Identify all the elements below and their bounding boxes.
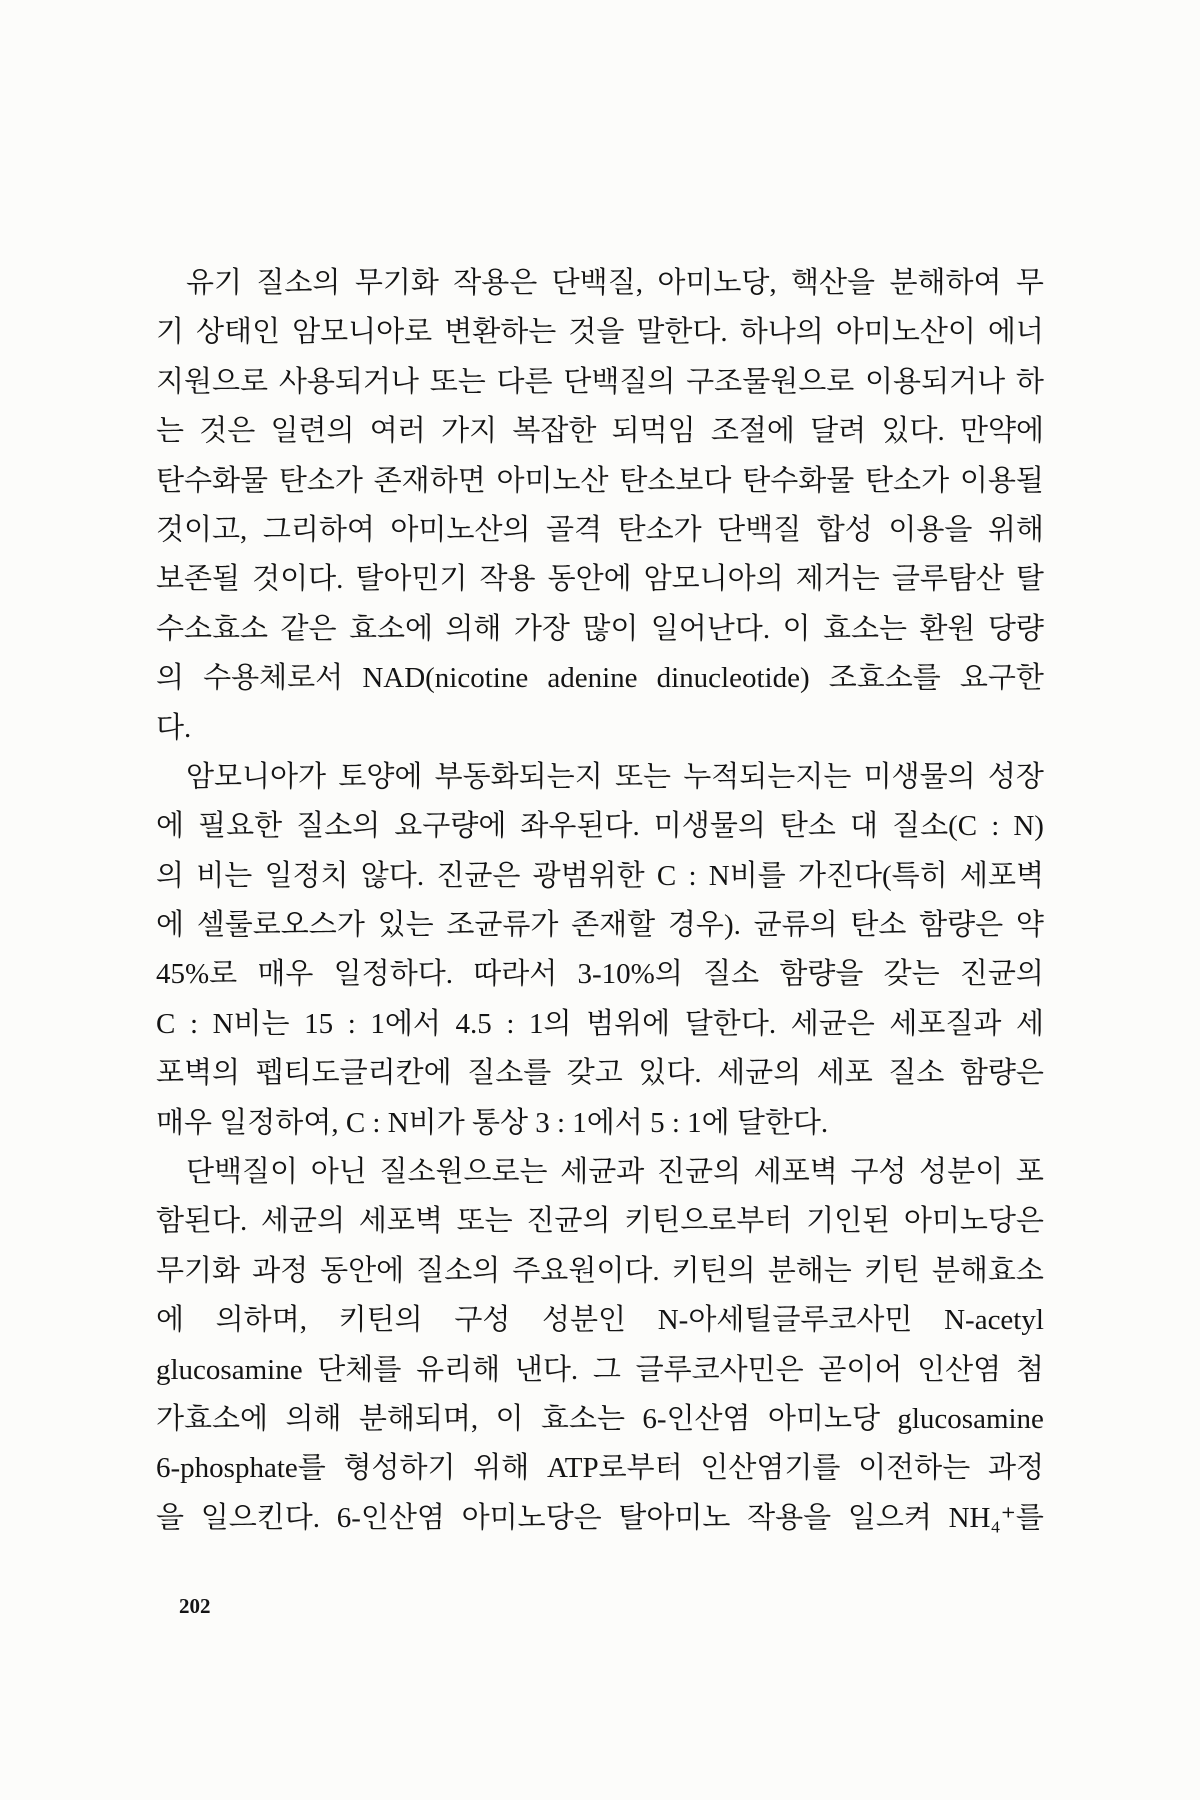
word: C [656,859,677,892]
word: : [347,1007,356,1040]
word: 6-인산염 [642,1402,751,1435]
page-number: 202 [179,1594,211,1618]
word: N) [1013,810,1044,843]
word: 가장 [513,612,570,645]
word: 되먹임 [611,415,696,448]
word: 이 [782,612,811,645]
word: 진균의 [526,1205,611,1238]
text-line [156,1197,1044,1246]
word: 성장 [987,760,1044,793]
word: glucosamine [897,1402,1044,1435]
word: 경우). [667,909,741,942]
body-text [156,259,1044,1543]
word: 것을 [568,316,625,349]
paragraph [156,753,1044,1148]
word: 위해 [987,513,1044,546]
word: 비는 [196,859,253,892]
word: 셀룰로오스가 [196,909,365,942]
word: 또는 [456,1205,513,1238]
word: 질소 [888,1057,945,1090]
word: 세포 [816,1057,873,1090]
word: 일정치 [264,859,349,892]
word: 세포벽 [959,859,1044,892]
word: 당량 [987,612,1044,645]
word: 핵산을 [791,267,876,299]
word: 의 [156,662,185,695]
word: 세포벽 [358,1205,443,1238]
word: : [991,810,1000,843]
word: 아미노당, [657,267,777,299]
word: 인산염 [917,1353,1002,1386]
word: 1에서 [370,1007,441,1040]
text-line [156,1494,1044,1543]
word: 같은 [280,612,337,645]
word: 복잡한 [512,415,597,448]
word: N-아세틸글루코사민 [657,1304,913,1337]
word: 분해하여 [889,267,1002,299]
word: 이전하는 [858,1452,971,1485]
word: 주요원이다. [512,1254,660,1287]
word: 15 [304,1007,334,1040]
word: 균류의 [753,909,838,942]
word: 의 [156,859,185,892]
word: 것은 [199,415,256,448]
word: 여러 [369,415,426,448]
text-line [156,654,1044,703]
word: 탄소가 [617,513,702,546]
text-line: 매우 일정하여, C : N비가 통상 3 : 1에서 5 : 1에 달한다. [156,1106,829,1139]
word: 탄소 [779,810,836,843]
word: NH₄⁺를 [948,1501,1044,1534]
word: 낸다. [514,1353,579,1386]
word: 효소는 [540,1402,625,1435]
word: 질소 [703,958,760,991]
word: 함된다. [156,1205,248,1238]
word: 에너 [987,316,1044,349]
word: 수용체로서 [203,662,344,695]
word: 무기화 [354,267,439,299]
text-line: 다. [156,711,192,744]
word: 키틴의 [671,1254,756,1287]
word: 좌우된다. [520,810,640,843]
word: 글루코사민은 [635,1353,804,1386]
word: 질소원으로는 [379,1156,548,1189]
word: 구성 [850,1156,907,1189]
word: glucosamine [156,1353,303,1386]
word: 있다. [881,415,945,448]
word: 요구한 [959,662,1044,695]
word: 또는 [429,365,486,398]
text-line [156,259,1044,308]
word: 세균의 [717,1057,802,1090]
text-line [156,901,1044,950]
word: 포 [1015,1156,1044,1189]
word: 질소(C [892,810,978,843]
word: 진균은 [436,859,521,892]
word: 가진다(특히 [797,859,948,892]
word: 는 [156,415,185,448]
word: 유기 [186,267,243,299]
word: 아미노당 [767,1402,880,1435]
word: 45%로 [156,958,238,991]
word: 효소에 [348,612,433,645]
word: 단백질, [551,267,643,299]
word: 광범위한 [532,859,645,892]
word: 있는 [377,909,434,942]
word: 유리해 [416,1353,501,1386]
word: 분해는 [767,1254,852,1287]
word: 에 [156,1304,185,1337]
word: 세균의 [261,1205,346,1238]
word: 에 [156,810,185,843]
word: 4.5 [455,1007,492,1040]
word: 이용을 [888,513,973,546]
word: 암모니아가 [186,760,327,793]
word: N비는 [212,1007,290,1040]
word: 구성 [454,1304,511,1337]
word: 따라서 [473,958,558,991]
word: 갖는 [883,958,940,991]
word: 사용되거나 [278,365,419,398]
word: 성분인 [542,1304,627,1337]
word: 가효소에 [156,1402,269,1435]
word: 탄수화물 [156,464,269,497]
word: 미생물의 [653,810,766,843]
word: 만약에 [959,415,1044,448]
word: : [189,1007,198,1040]
word: 질소를 [467,1057,552,1090]
word: 또는 [614,760,671,793]
word: 이용되거나 [865,365,1006,398]
text-line [156,753,1044,802]
word: 암모니아의 [643,563,784,596]
text-line [156,308,1044,357]
word: 것이다. [252,563,344,596]
word: 암모니아로 [292,316,433,349]
word: 단체를 [317,1353,402,1386]
word: 진균의 [959,958,1044,991]
word: 인산염기를 [700,1452,841,1485]
word: 조절에 [710,415,795,448]
word: 일으킨다. [200,1501,321,1534]
word: 질소의 [416,1254,501,1287]
word: 아미노산의 [390,513,531,546]
word: 합성 [816,513,873,546]
word: 무 [1015,267,1044,299]
word: N비를 [708,859,786,892]
text-line [156,457,1044,506]
word: 일정하다. [333,958,453,991]
word: 지원으로 [156,365,269,398]
word: 요구량에 [394,810,507,843]
word: 성분이 [919,1156,1004,1189]
word: 상태인 [196,316,281,349]
word: 형성하기 [343,1452,456,1485]
word: C [156,1007,176,1040]
word: N-acetyl [944,1304,1044,1337]
word: 미생물의 [863,760,976,793]
word: 함량을 [779,958,864,991]
word: 일어난다. [650,612,771,645]
word: 대 [850,810,879,843]
word: 일으켜 [847,1501,932,1534]
word: 단백질 [717,513,802,546]
word: 함량은 [919,909,1004,942]
word: 3-10%의 [577,958,683,991]
word: 구조물원으로 [686,365,855,398]
word: 질소의 [296,810,381,843]
text-line [156,1346,1044,1395]
word: NAD(nicotine [362,662,529,695]
word: 토양에 [338,760,423,793]
word: dinucleotide) [656,662,810,695]
word: 을 [156,1501,185,1534]
word: 아미노산 [496,464,609,497]
word: 하나의 [739,316,824,349]
word: 것이고, [156,513,248,546]
word: 동안에 [547,563,632,596]
word: 하 [1015,365,1044,398]
word: 키틴 [863,1254,920,1287]
word: 의하며, [215,1304,307,1337]
word: 약 [1015,909,1044,942]
word: : [506,1007,515,1040]
word: adenine [547,662,638,695]
word: 가지 [441,415,498,448]
word: 아미노산이 [835,316,976,349]
word: 탈 [1015,563,1044,596]
word: 무기화 [156,1254,241,1287]
text-line [156,1444,1044,1493]
word: 범위에 [586,1007,671,1040]
text-line [156,1247,1044,1296]
word: 펩티도글리칸에 [255,1057,452,1090]
word: 세포질과 [889,1007,1002,1040]
word: 누적되는지는 [683,760,852,793]
word: 과정 [987,1452,1044,1485]
word: 동안에 [320,1254,405,1287]
word: 의해 [285,1402,342,1435]
word: 않다. [360,859,425,892]
word: 있다. [638,1057,702,1090]
word: ATP로부터 [547,1452,683,1485]
word: 골격 [546,513,603,546]
word: 키틴의 [338,1304,423,1337]
word: 분해효소 [931,1254,1044,1287]
word: 기 [156,316,185,349]
word: 분해되며, [358,1402,479,1435]
word: 6-인산염 [336,1501,445,1534]
word: 갖고 [566,1057,623,1090]
text-line [156,358,1044,407]
text-line [156,605,1044,654]
word: 조균류가 [446,909,559,942]
text-line [156,950,1044,999]
word: 기인된 [806,1205,891,1238]
word: 달한다. [684,1007,777,1040]
text-line [156,852,1044,901]
text-line [156,555,1044,604]
word: 질소의 [256,267,341,299]
word: 그 [592,1353,621,1386]
text-line [156,506,1044,555]
word: 아미노당은 [461,1501,602,1534]
text-line [156,1296,1044,1345]
word: 부동화되는지 [434,760,603,793]
word: 글루탐산 [891,563,1004,596]
word: 말한다. [636,316,728,349]
word: 첨 [1015,1353,1044,1386]
word: 매우 [257,958,314,991]
text-line [156,802,1044,851]
word: 포벽의 [156,1057,241,1090]
word: 존재하면 [373,464,486,497]
word: 탄소가 [278,464,363,497]
word: 단백질이 [186,1156,299,1189]
word: 탄소 [850,909,907,942]
text-line [156,1049,1044,1098]
text-line [156,1148,1044,1197]
word: 함량은 [959,1057,1044,1090]
word: 수소효소 [156,612,269,645]
word: 의해 [445,612,502,645]
paragraph [156,259,1044,753]
word: 탄소보다 [619,464,732,497]
word: 제거는 [795,563,880,596]
word: 과정 [252,1254,309,1287]
word: 진균의 [656,1156,742,1189]
word: 변환하는 [444,316,557,349]
word: 탈아민기 [355,563,468,596]
word: 작용은 [453,267,538,299]
word: 조효소를 [828,662,941,695]
word: 세 [1015,1007,1044,1040]
word: 환원 [919,612,976,645]
text-line [156,1000,1044,1049]
word: 세균은 [790,1007,875,1040]
word: 일련의 [270,415,355,448]
word: 이용될 [959,464,1044,497]
word: 탄수화물 [742,464,855,497]
word: 달려 [810,415,867,448]
word: 탈아미노 [618,1501,731,1534]
text-line [156,407,1044,456]
word: 곧이어 [818,1353,903,1386]
word: 다른 [496,365,553,398]
word: 작용을 [747,1501,832,1534]
word: 효소는 [822,612,907,645]
word: 키틴으로부터 [624,1205,793,1238]
word: 세균과 [560,1156,645,1189]
word: 존재할 [571,909,656,942]
word: 에 [156,909,185,942]
word: 탄소가 [865,464,950,497]
word: 단백질의 [563,365,676,398]
word: 위해 [473,1452,530,1485]
word: 아닌 [310,1156,367,1189]
word: 보존될 [156,563,241,596]
word: 아미노당은 [903,1205,1044,1238]
word: 필요한 [198,810,283,843]
word: 이 [495,1402,524,1435]
paragraph [156,1148,1044,1543]
word: 6-phosphate를 [156,1452,326,1485]
word: 1의 [529,1007,572,1040]
text-line [156,1395,1044,1444]
word: 많이 [582,612,639,645]
word: 그리하여 [262,513,375,546]
word: : [688,859,697,892]
word: 세포벽 [753,1156,838,1189]
word: 작용 [479,563,536,596]
